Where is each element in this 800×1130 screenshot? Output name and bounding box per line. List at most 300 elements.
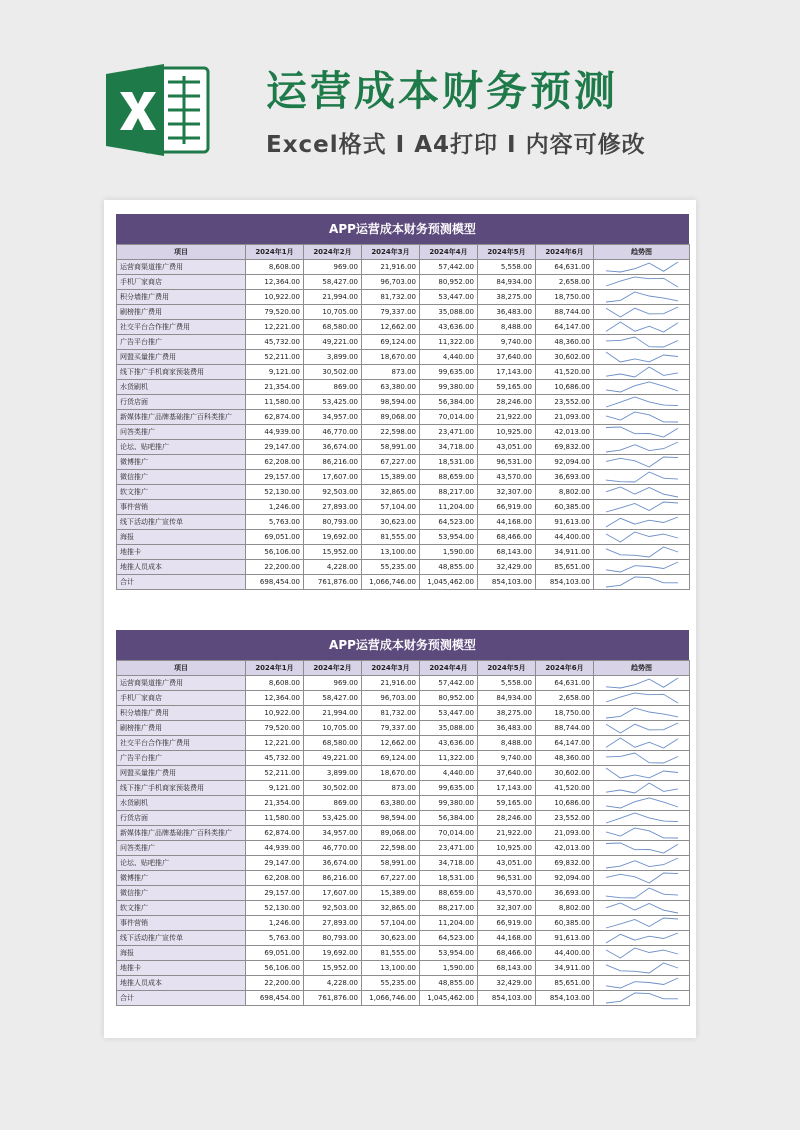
value-cell[interactable]: 21,093.00 [536, 825, 594, 840]
value-cell[interactable]: 80,952.00 [420, 690, 478, 705]
value-cell[interactable]: 22,598.00 [362, 840, 420, 855]
value-cell[interactable]: 8,802.00 [536, 900, 594, 915]
value-cell[interactable]: 88,217.00 [420, 484, 478, 499]
value-cell[interactable]: 49,221.00 [304, 334, 362, 349]
value-cell[interactable]: 30,602.00 [536, 765, 594, 780]
value-cell[interactable]: 79,520.00 [246, 720, 304, 735]
value-cell[interactable]: 89,068.00 [362, 409, 420, 424]
value-cell[interactable]: 9,740.00 [478, 334, 536, 349]
value-cell[interactable]: 58,991.00 [362, 439, 420, 454]
row-label[interactable]: 手机厂家商店 [117, 274, 246, 289]
row-label[interactable]: 合计 [117, 574, 246, 589]
row-label[interactable]: 社交平台合作推广费用 [117, 319, 246, 334]
value-cell[interactable]: 36,674.00 [304, 855, 362, 870]
value-cell[interactable]: 68,580.00 [304, 319, 362, 334]
value-cell[interactable]: 70,014.00 [420, 825, 478, 840]
value-cell[interactable]: 21,994.00 [304, 289, 362, 304]
value-cell[interactable]: 969.00 [304, 675, 362, 690]
value-cell[interactable]: 15,952.00 [304, 960, 362, 975]
value-cell[interactable]: 19,692.00 [304, 945, 362, 960]
row-label[interactable]: 地推人员成本 [117, 975, 246, 990]
value-cell[interactable]: 21,916.00 [362, 675, 420, 690]
value-cell[interactable]: 36,674.00 [304, 439, 362, 454]
value-cell[interactable]: 92,503.00 [304, 900, 362, 915]
value-cell[interactable]: 5,763.00 [246, 930, 304, 945]
value-cell[interactable]: 30,623.00 [362, 930, 420, 945]
row-label[interactable]: 问答类推广 [117, 424, 246, 439]
value-cell[interactable]: 34,957.00 [304, 825, 362, 840]
value-cell[interactable]: 854,103.00 [536, 990, 594, 1005]
value-cell[interactable]: 86,216.00 [304, 870, 362, 885]
row-label[interactable]: 微博推广 [117, 454, 246, 469]
row-label[interactable]: 线下活动推广宣传单 [117, 514, 246, 529]
value-cell[interactable]: 64,631.00 [536, 675, 594, 690]
value-cell[interactable]: 85,651.00 [536, 975, 594, 990]
value-cell[interactable]: 52,130.00 [246, 900, 304, 915]
value-cell[interactable]: 30,623.00 [362, 514, 420, 529]
value-cell[interactable]: 36,693.00 [536, 885, 594, 900]
value-cell[interactable]: 64,147.00 [536, 319, 594, 334]
value-cell[interactable]: 88,659.00 [420, 885, 478, 900]
value-cell[interactable]: 854,103.00 [536, 574, 594, 589]
value-cell[interactable]: 29,147.00 [246, 439, 304, 454]
value-cell[interactable]: 84,934.00 [478, 690, 536, 705]
value-cell[interactable]: 58,427.00 [304, 690, 362, 705]
value-cell[interactable]: 8,608.00 [246, 675, 304, 690]
value-cell[interactable]: 91,613.00 [536, 930, 594, 945]
value-cell[interactable]: 27,893.00 [304, 915, 362, 930]
value-cell[interactable]: 4,228.00 [304, 975, 362, 990]
row-label[interactable]: 积分墙推广费用 [117, 289, 246, 304]
value-cell[interactable]: 45,732.00 [246, 334, 304, 349]
value-cell[interactable]: 67,227.00 [362, 454, 420, 469]
value-cell[interactable]: 44,400.00 [536, 945, 594, 960]
value-cell[interactable]: 45,732.00 [246, 750, 304, 765]
row-label[interactable]: 软文推广 [117, 900, 246, 915]
value-cell[interactable]: 21,994.00 [304, 705, 362, 720]
value-cell[interactable]: 23,552.00 [536, 394, 594, 409]
value-cell[interactable]: 17,607.00 [304, 885, 362, 900]
value-cell[interactable]: 42,013.00 [536, 840, 594, 855]
value-cell[interactable]: 698,454.00 [246, 990, 304, 1005]
row-label[interactable]: 新媒体推广品牌基础推广百科类推广 [117, 409, 246, 424]
row-label[interactable]: 刷榜推广费用 [117, 304, 246, 319]
value-cell[interactable]: 8,488.00 [478, 319, 536, 334]
value-cell[interactable]: 29,157.00 [246, 885, 304, 900]
value-cell[interactable]: 52,211.00 [246, 765, 304, 780]
value-cell[interactable]: 13,100.00 [362, 544, 420, 559]
value-cell[interactable]: 11,322.00 [420, 334, 478, 349]
value-cell[interactable]: 761,876.00 [304, 990, 362, 1005]
value-cell[interactable]: 12,364.00 [246, 274, 304, 289]
value-cell[interactable]: 57,442.00 [420, 675, 478, 690]
row-label[interactable]: 线下推广手机商家预装费用 [117, 364, 246, 379]
value-cell[interactable]: 854,103.00 [478, 990, 536, 1005]
value-cell[interactable]: 58,427.00 [304, 274, 362, 289]
value-cell[interactable]: 99,380.00 [420, 379, 478, 394]
value-cell[interactable]: 68,143.00 [478, 960, 536, 975]
value-cell[interactable]: 85,651.00 [536, 559, 594, 574]
value-cell[interactable]: 1,045,462.00 [420, 574, 478, 589]
value-cell[interactable]: 53,447.00 [420, 705, 478, 720]
value-cell[interactable]: 23,552.00 [536, 810, 594, 825]
value-cell[interactable]: 9,121.00 [246, 364, 304, 379]
value-cell[interactable]: 761,876.00 [304, 574, 362, 589]
value-cell[interactable]: 43,051.00 [478, 439, 536, 454]
value-cell[interactable]: 15,389.00 [362, 885, 420, 900]
value-cell[interactable]: 79,337.00 [362, 720, 420, 735]
value-cell[interactable]: 8,802.00 [536, 484, 594, 499]
value-cell[interactable]: 64,631.00 [536, 259, 594, 274]
value-cell[interactable]: 38,275.00 [478, 289, 536, 304]
value-cell[interactable]: 92,094.00 [536, 870, 594, 885]
value-cell[interactable]: 10,922.00 [246, 705, 304, 720]
value-cell[interactable]: 21,922.00 [478, 409, 536, 424]
row-label[interactable]: 水货刷机 [117, 379, 246, 394]
value-cell[interactable]: 10,922.00 [246, 289, 304, 304]
row-label[interactable]: 行货店面 [117, 810, 246, 825]
value-cell[interactable]: 41,520.00 [536, 364, 594, 379]
value-cell[interactable]: 99,635.00 [420, 364, 478, 379]
value-cell[interactable]: 79,337.00 [362, 304, 420, 319]
value-cell[interactable]: 32,429.00 [478, 559, 536, 574]
value-cell[interactable]: 3,899.00 [304, 349, 362, 364]
row-label[interactable]: 微信推广 [117, 885, 246, 900]
value-cell[interactable]: 17,143.00 [478, 780, 536, 795]
value-cell[interactable]: 12,662.00 [362, 735, 420, 750]
value-cell[interactable]: 10,705.00 [304, 720, 362, 735]
value-cell[interactable]: 21,922.00 [478, 825, 536, 840]
value-cell[interactable]: 66,919.00 [478, 915, 536, 930]
value-cell[interactable]: 62,874.00 [246, 825, 304, 840]
value-cell[interactable]: 56,384.00 [420, 810, 478, 825]
value-cell[interactable]: 30,502.00 [304, 364, 362, 379]
value-cell[interactable]: 11,580.00 [246, 810, 304, 825]
value-cell[interactable]: 1,246.00 [246, 499, 304, 514]
value-cell[interactable]: 18,750.00 [536, 705, 594, 720]
value-cell[interactable]: 42,013.00 [536, 424, 594, 439]
value-cell[interactable]: 64,523.00 [420, 930, 478, 945]
value-cell[interactable]: 96,531.00 [478, 870, 536, 885]
row-label[interactable]: 新媒体推广品牌基础推广百科类推广 [117, 825, 246, 840]
value-cell[interactable]: 62,874.00 [246, 409, 304, 424]
value-cell[interactable]: 34,911.00 [536, 960, 594, 975]
value-cell[interactable]: 44,939.00 [246, 840, 304, 855]
value-cell[interactable]: 89,068.00 [362, 825, 420, 840]
value-cell[interactable]: 4,440.00 [420, 349, 478, 364]
value-cell[interactable]: 1,066,746.00 [362, 990, 420, 1005]
value-cell[interactable]: 68,466.00 [478, 945, 536, 960]
row-label[interactable]: 地推人员成本 [117, 559, 246, 574]
value-cell[interactable]: 869.00 [304, 379, 362, 394]
value-cell[interactable]: 53,425.00 [304, 394, 362, 409]
value-cell[interactable]: 79,520.00 [246, 304, 304, 319]
value-cell[interactable]: 12,221.00 [246, 735, 304, 750]
row-label[interactable]: 事件营销 [117, 915, 246, 930]
value-cell[interactable]: 70,014.00 [420, 409, 478, 424]
value-cell[interactable]: 18,670.00 [362, 765, 420, 780]
value-cell[interactable]: 10,705.00 [304, 304, 362, 319]
value-cell[interactable]: 84,934.00 [478, 274, 536, 289]
value-cell[interactable]: 873.00 [362, 364, 420, 379]
value-cell[interactable]: 32,865.00 [362, 484, 420, 499]
row-label[interactable]: 水货刷机 [117, 795, 246, 810]
value-cell[interactable]: 873.00 [362, 780, 420, 795]
row-label[interactable]: 刷榜推广费用 [117, 720, 246, 735]
value-cell[interactable]: 57,442.00 [420, 259, 478, 274]
value-cell[interactable]: 60,385.00 [536, 499, 594, 514]
value-cell[interactable]: 854,103.00 [478, 574, 536, 589]
value-cell[interactable]: 23,471.00 [420, 424, 478, 439]
value-cell[interactable]: 48,360.00 [536, 334, 594, 349]
value-cell[interactable]: 52,130.00 [246, 484, 304, 499]
value-cell[interactable]: 43,636.00 [420, 735, 478, 750]
value-cell[interactable]: 28,246.00 [478, 394, 536, 409]
value-cell[interactable]: 18,531.00 [420, 870, 478, 885]
value-cell[interactable]: 18,670.00 [362, 349, 420, 364]
row-label[interactable]: 线下推广手机商家预装费用 [117, 780, 246, 795]
value-cell[interactable]: 64,523.00 [420, 514, 478, 529]
value-cell[interactable]: 32,865.00 [362, 900, 420, 915]
value-cell[interactable]: 3,899.00 [304, 765, 362, 780]
value-cell[interactable]: 99,635.00 [420, 780, 478, 795]
value-cell[interactable]: 15,389.00 [362, 469, 420, 484]
value-cell[interactable]: 68,580.00 [304, 735, 362, 750]
value-cell[interactable]: 38,275.00 [478, 705, 536, 720]
value-cell[interactable]: 88,659.00 [420, 469, 478, 484]
value-cell[interactable]: 48,360.00 [536, 750, 594, 765]
value-cell[interactable]: 11,204.00 [420, 499, 478, 514]
value-cell[interactable]: 36,693.00 [536, 469, 594, 484]
value-cell[interactable]: 22,200.00 [246, 975, 304, 990]
value-cell[interactable]: 44,168.00 [478, 514, 536, 529]
value-cell[interactable]: 80,952.00 [420, 274, 478, 289]
row-label[interactable]: 网盟买量推广费用 [117, 765, 246, 780]
value-cell[interactable]: 48,855.00 [420, 975, 478, 990]
row-label[interactable]: 论坛、贴吧推广 [117, 855, 246, 870]
value-cell[interactable]: 28,246.00 [478, 810, 536, 825]
value-cell[interactable]: 68,466.00 [478, 529, 536, 544]
value-cell[interactable]: 43,570.00 [478, 885, 536, 900]
value-cell[interactable]: 36,483.00 [478, 720, 536, 735]
value-cell[interactable]: 37,640.00 [478, 765, 536, 780]
row-label[interactable]: 软文推广 [117, 484, 246, 499]
value-cell[interactable]: 2,658.00 [536, 274, 594, 289]
value-cell[interactable]: 57,104.00 [362, 915, 420, 930]
row-label[interactable]: 广告平台推广 [117, 334, 246, 349]
value-cell[interactable]: 5,763.00 [246, 514, 304, 529]
value-cell[interactable]: 11,322.00 [420, 750, 478, 765]
value-cell[interactable]: 55,235.00 [362, 559, 420, 574]
value-cell[interactable]: 17,607.00 [304, 469, 362, 484]
value-cell[interactable]: 63,380.00 [362, 379, 420, 394]
row-label[interactable]: 行货店面 [117, 394, 246, 409]
row-label[interactable]: 积分墙推广费用 [117, 705, 246, 720]
value-cell[interactable]: 22,598.00 [362, 424, 420, 439]
value-cell[interactable]: 19,692.00 [304, 529, 362, 544]
value-cell[interactable]: 98,594.00 [362, 394, 420, 409]
value-cell[interactable]: 29,157.00 [246, 469, 304, 484]
value-cell[interactable]: 12,221.00 [246, 319, 304, 334]
value-cell[interactable]: 9,740.00 [478, 750, 536, 765]
value-cell[interactable]: 88,217.00 [420, 900, 478, 915]
value-cell[interactable]: 21,916.00 [362, 259, 420, 274]
value-cell[interactable]: 5,558.00 [478, 259, 536, 274]
value-cell[interactable]: 18,750.00 [536, 289, 594, 304]
value-cell[interactable]: 1,590.00 [420, 960, 478, 975]
row-label[interactable]: 运营商渠道推广费用 [117, 675, 246, 690]
value-cell[interactable]: 81,732.00 [362, 705, 420, 720]
row-label[interactable]: 微博推广 [117, 870, 246, 885]
value-cell[interactable]: 80,793.00 [304, 514, 362, 529]
value-cell[interactable]: 5,558.00 [478, 675, 536, 690]
value-cell[interactable]: 52,211.00 [246, 349, 304, 364]
value-cell[interactable]: 30,502.00 [304, 780, 362, 795]
value-cell[interactable]: 56,106.00 [246, 544, 304, 559]
value-cell[interactable]: 44,168.00 [478, 930, 536, 945]
value-cell[interactable]: 92,503.00 [304, 484, 362, 499]
value-cell[interactable]: 22,200.00 [246, 559, 304, 574]
value-cell[interactable]: 698,454.00 [246, 574, 304, 589]
value-cell[interactable]: 92,094.00 [536, 454, 594, 469]
value-cell[interactable]: 8,608.00 [246, 259, 304, 274]
row-label[interactable]: 微信推广 [117, 469, 246, 484]
value-cell[interactable]: 1,246.00 [246, 915, 304, 930]
value-cell[interactable]: 35,088.00 [420, 720, 478, 735]
value-cell[interactable]: 30,602.00 [536, 349, 594, 364]
value-cell[interactable]: 32,307.00 [478, 484, 536, 499]
row-label[interactable]: 地推卡 [117, 544, 246, 559]
value-cell[interactable]: 88,744.00 [536, 304, 594, 319]
row-label[interactable]: 论坛、贴吧推广 [117, 439, 246, 454]
row-label[interactable]: 海报 [117, 529, 246, 544]
row-label[interactable]: 线下活动推广宣传单 [117, 930, 246, 945]
value-cell[interactable]: 8,488.00 [478, 735, 536, 750]
value-cell[interactable]: 35,088.00 [420, 304, 478, 319]
value-cell[interactable]: 969.00 [304, 259, 362, 274]
value-cell[interactable]: 62,208.00 [246, 454, 304, 469]
value-cell[interactable]: 53,447.00 [420, 289, 478, 304]
value-cell[interactable]: 86,216.00 [304, 454, 362, 469]
row-label[interactable]: 合计 [117, 990, 246, 1005]
value-cell[interactable]: 49,221.00 [304, 750, 362, 765]
value-cell[interactable]: 34,957.00 [304, 409, 362, 424]
value-cell[interactable]: 96,703.00 [362, 690, 420, 705]
value-cell[interactable]: 27,893.00 [304, 499, 362, 514]
value-cell[interactable]: 53,954.00 [420, 945, 478, 960]
value-cell[interactable]: 10,686.00 [536, 379, 594, 394]
row-label[interactable]: 网盟买量推广费用 [117, 349, 246, 364]
value-cell[interactable]: 96,531.00 [478, 454, 536, 469]
row-label[interactable]: 社交平台合作推广费用 [117, 735, 246, 750]
value-cell[interactable]: 1,045,462.00 [420, 990, 478, 1005]
value-cell[interactable]: 21,093.00 [536, 409, 594, 424]
value-cell[interactable]: 37,640.00 [478, 349, 536, 364]
value-cell[interactable]: 869.00 [304, 795, 362, 810]
value-cell[interactable]: 32,307.00 [478, 900, 536, 915]
row-label[interactable]: 广告平台推广 [117, 750, 246, 765]
value-cell[interactable]: 13,100.00 [362, 960, 420, 975]
value-cell[interactable]: 69,051.00 [246, 945, 304, 960]
value-cell[interactable]: 59,165.00 [478, 795, 536, 810]
value-cell[interactable]: 44,939.00 [246, 424, 304, 439]
value-cell[interactable]: 53,954.00 [420, 529, 478, 544]
value-cell[interactable]: 44,400.00 [536, 529, 594, 544]
value-cell[interactable]: 59,165.00 [478, 379, 536, 394]
value-cell[interactable]: 56,384.00 [420, 394, 478, 409]
value-cell[interactable]: 69,051.00 [246, 529, 304, 544]
value-cell[interactable]: 99,380.00 [420, 795, 478, 810]
value-cell[interactable]: 69,832.00 [536, 439, 594, 454]
value-cell[interactable]: 43,570.00 [478, 469, 536, 484]
value-cell[interactable]: 88,744.00 [536, 720, 594, 735]
value-cell[interactable]: 21,354.00 [246, 379, 304, 394]
value-cell[interactable]: 56,106.00 [246, 960, 304, 975]
row-label[interactable]: 海报 [117, 945, 246, 960]
value-cell[interactable]: 9,121.00 [246, 780, 304, 795]
value-cell[interactable]: 66,919.00 [478, 499, 536, 514]
value-cell[interactable]: 11,580.00 [246, 394, 304, 409]
value-cell[interactable]: 91,613.00 [536, 514, 594, 529]
value-cell[interactable]: 36,483.00 [478, 304, 536, 319]
value-cell[interactable]: 4,440.00 [420, 765, 478, 780]
value-cell[interactable]: 48,855.00 [420, 559, 478, 574]
value-cell[interactable]: 46,770.00 [304, 424, 362, 439]
value-cell[interactable]: 34,911.00 [536, 544, 594, 559]
row-label[interactable]: 地推卡 [117, 960, 246, 975]
value-cell[interactable]: 67,227.00 [362, 870, 420, 885]
value-cell[interactable]: 81,555.00 [362, 529, 420, 544]
value-cell[interactable]: 68,143.00 [478, 544, 536, 559]
value-cell[interactable]: 98,594.00 [362, 810, 420, 825]
value-cell[interactable]: 32,429.00 [478, 975, 536, 990]
value-cell[interactable]: 29,147.00 [246, 855, 304, 870]
value-cell[interactable]: 2,658.00 [536, 690, 594, 705]
value-cell[interactable]: 41,520.00 [536, 780, 594, 795]
value-cell[interactable]: 43,636.00 [420, 319, 478, 334]
value-cell[interactable]: 81,555.00 [362, 945, 420, 960]
value-cell[interactable]: 17,143.00 [478, 364, 536, 379]
row-label[interactable]: 手机厂家商店 [117, 690, 246, 705]
value-cell[interactable]: 69,124.00 [362, 334, 420, 349]
value-cell[interactable]: 34,718.00 [420, 855, 478, 870]
value-cell[interactable]: 69,124.00 [362, 750, 420, 765]
value-cell[interactable]: 55,235.00 [362, 975, 420, 990]
value-cell[interactable]: 12,662.00 [362, 319, 420, 334]
value-cell[interactable]: 57,104.00 [362, 499, 420, 514]
value-cell[interactable]: 43,051.00 [478, 855, 536, 870]
value-cell[interactable]: 96,703.00 [362, 274, 420, 289]
value-cell[interactable]: 69,832.00 [536, 855, 594, 870]
row-label[interactable]: 事件营销 [117, 499, 246, 514]
value-cell[interactable]: 11,204.00 [420, 915, 478, 930]
value-cell[interactable]: 58,991.00 [362, 855, 420, 870]
value-cell[interactable]: 62,208.00 [246, 870, 304, 885]
value-cell[interactable]: 10,686.00 [536, 795, 594, 810]
value-cell[interactable]: 21,354.00 [246, 795, 304, 810]
value-cell[interactable]: 64,147.00 [536, 735, 594, 750]
row-label[interactable]: 运营商渠道推广费用 [117, 259, 246, 274]
value-cell[interactable]: 4,228.00 [304, 559, 362, 574]
value-cell[interactable]: 12,364.00 [246, 690, 304, 705]
value-cell[interactable]: 34,718.00 [420, 439, 478, 454]
value-cell[interactable]: 53,425.00 [304, 810, 362, 825]
value-cell[interactable]: 80,793.00 [304, 930, 362, 945]
value-cell[interactable]: 10,925.00 [478, 840, 536, 855]
value-cell[interactable]: 46,770.00 [304, 840, 362, 855]
value-cell[interactable]: 18,531.00 [420, 454, 478, 469]
value-cell[interactable]: 1,066,746.00 [362, 574, 420, 589]
